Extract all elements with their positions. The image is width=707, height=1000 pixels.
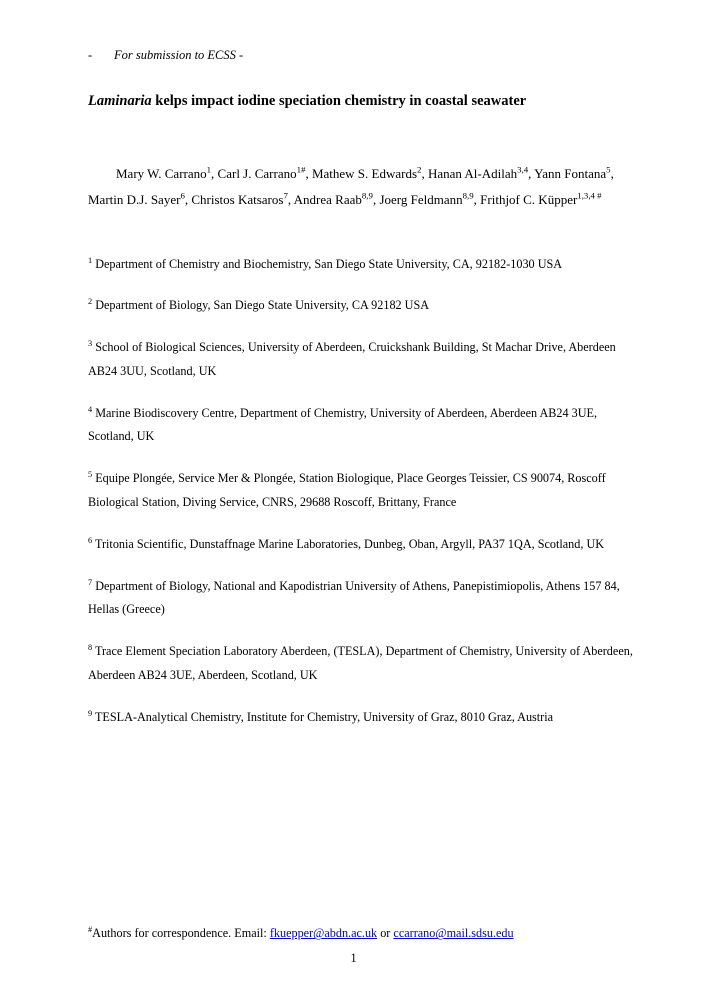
affiliation-marker: 5 [88, 470, 93, 480]
affiliation-item [88, 294, 635, 318]
author-name: Mary W. Carrano [116, 165, 207, 181]
email-link-carrano[interactable]: ccarrano@mail.sdsu.edu [393, 926, 514, 941]
page-title [88, 91, 635, 113]
affiliation-marker: 9 [88, 708, 93, 718]
affiliation-item [88, 467, 635, 515]
affiliation-text: Department of Biology, San Diego State University, CA 92182 USA [95, 298, 430, 313]
author-affiliation-marker: 8,9 [361, 190, 373, 201]
affiliation-item [88, 640, 635, 688]
author-list [88, 161, 635, 213]
author-name: , Carl J. Carrano [211, 165, 297, 181]
affiliation-item [88, 533, 635, 557]
author-name: , Frithjof C. Küpper [473, 191, 578, 207]
correspondence-separator: or [377, 926, 394, 941]
affiliation-item [88, 253, 635, 277]
author-affiliation-marker: 8,9 [462, 190, 474, 201]
affiliation-marker: 4 [88, 404, 93, 414]
author-name: , Martin D.J. Sayer [88, 165, 614, 207]
author-affiliation-marker: 6 [180, 190, 185, 201]
title-genus: Laminaria [88, 92, 152, 109]
affiliation-marker: 2 [88, 297, 93, 307]
affiliation-text: Department of Biology, National and Kapodistrian University of Athens, Panepistimiopolis, Athens 157 84, Hellas (Greece) [88, 578, 620, 617]
title-rest: kelps impact iodine speciation chemistry in coastal seawater [151, 92, 527, 109]
author-affiliation-marker: 1 [206, 164, 212, 175]
author-name: , Yann Fontana [528, 165, 607, 181]
affiliation-text: TESLA-Analytical Chemistry, Institute for Chemistry, University of Graz, 8010 Graz, Austria [94, 709, 554, 724]
correspondence-lead: Authors for correspondence. Email: [92, 926, 270, 941]
author-name: , Mathew S. Edwards [305, 165, 418, 181]
author-affiliation-marker: 3,4 [517, 164, 529, 175]
correspondence-note [88, 924, 635, 944]
email-link-kuepper[interactable]: fkuepper@abdn.ac.uk [269, 926, 378, 941]
author-affiliation-marker: 1# [296, 164, 306, 175]
affiliation-text: Department of Chemistry and Biochemistry, San Diego State University, CA, 92182-1030 USA [95, 256, 563, 271]
affiliation-text: School of Biological Sciences, University of Aberdeen, Cruickshank Building, St Machar Drive, Aberdeen AB24 3UU, Scotland, UK [88, 340, 616, 378]
submission-note [88, 46, 635, 65]
affiliation-item [88, 706, 635, 730]
affiliation-list [88, 253, 635, 730]
author-name: , Joerg Feldmann [372, 191, 463, 207]
author-name: , Hanan Al-Adilah [421, 165, 518, 181]
affiliation-marker: 6 [88, 535, 93, 545]
author-affiliation-marker: 7 [283, 190, 288, 201]
author-affiliation-marker: 1,3,4 # [577, 190, 602, 201]
affiliation-text: Trace Element Speciation Laboratory Aberdeen, (TESLA), Department of Chemistry, University of Aberdeen, Aberdeen AB24 3UE, Aberdeen, Scotland, UK [88, 644, 633, 682]
correspondence-block [88, 924, 635, 944]
submission-note-text: For submission to ECSS - [114, 48, 244, 62]
affiliation-item [88, 575, 635, 623]
author-affiliation-marker: 5 [606, 164, 611, 175]
author-affiliation-marker: 2 [417, 164, 422, 175]
correspondence-marker: # [88, 925, 93, 935]
affiliation-item [88, 402, 635, 450]
author-name: , Andrea Raab [287, 191, 362, 207]
affiliation-text: Equipe Plongée, Service Mer & Plongée, Station Biologique, Place Georges Teissier, CS 90074, Roscoff Biological Station, Diving Service, CNRS, 29688 Roscoff, Brittany, France [88, 471, 606, 509]
affiliation-marker: 1 [88, 255, 93, 265]
affiliation-text: Tritonia Scientific, Dunstaffnage Marine Laboratories, Dunbeg, Oban, Argyll, PA37 1QA, Scotland, UK [94, 536, 605, 551]
affiliation-marker: 8 [88, 643, 93, 653]
affiliation-item [88, 336, 635, 384]
affiliation-text: Marine Biodiscovery Centre, Department of Chemistry, University of Aberdeen, Aberdeen AB24 3UE, Scotland, UK [88, 405, 598, 444]
page-number: 1 [350, 951, 357, 965]
affiliation-marker: 3 [88, 339, 93, 348]
affiliation-marker: 7 [88, 577, 93, 587]
author-name: , Christos Katsaros [184, 191, 284, 207]
submission-note-dash: - [88, 48, 93, 62]
